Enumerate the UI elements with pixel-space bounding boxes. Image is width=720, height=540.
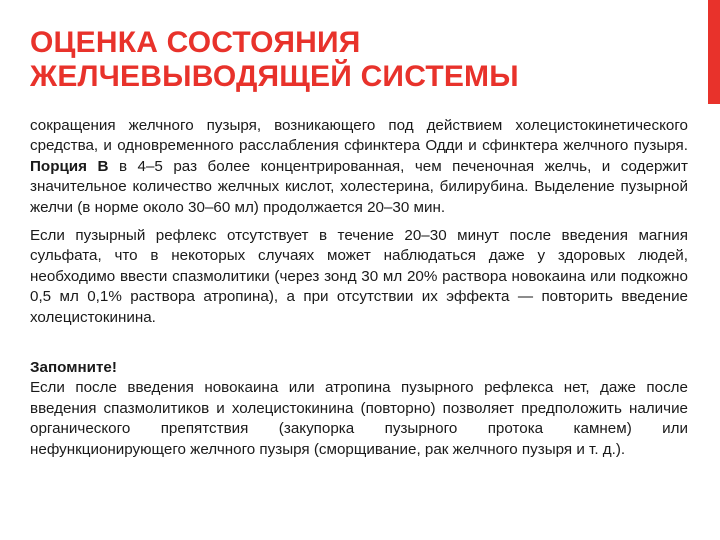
paragraph-portion-b (30, 116, 688, 218)
paragraph-1-text-before: сокращения желчного пузыря, возникающего под действием холецистокинетического средства, и одновременного расслабления сфинктера Одди и сфинктера желчного пузыря. (30, 117, 688, 155)
note-block (30, 358, 688, 460)
slide-title (30, 26, 690, 94)
paragraph-absent-reflex: Если пузырный рефлекс отсутствует в течение 20–30 минут после введения магния сульфата, что в некоторых случаях может наблюдаться даже у здоровых людей, необходимо ввести спазмолитики (через зонд 30 мл 20% раствора новокаина или подкожно 0,5 мл 0,1% раствора атропина), а при отсутствии их эффекта — повторить введение холецистокинина. (30, 227, 688, 326)
slide-title-line-2: ЖЕЛЧЕВЫВОДЯЩЕЙ СИСТЕМЫ (30, 60, 519, 93)
paragraph-1-text-after: в 4–5 раз более концентрированная, чем печеночная желчь, и содержит значительное количество желчных кислот, холестерина, билирубина. Выделение пузырной желчи (в норме около 30–60 мл) продолжается 20–30 мин. (30, 157, 688, 216)
accent-bar (708, 0, 720, 104)
slide-title-line-1: ОЦЕНКА СОСТОЯНИЯ (30, 26, 361, 59)
slide-body (30, 116, 688, 460)
note-heading: Запомните! (30, 359, 117, 377)
note-text: Если после введения новокаина или атропина пузырного рефлекса нет, даже после введения спазмолитиков и холецистокинина (повторно) позволяет предположить наличие органического препятствия (закупорка пузырного протока камнем) или нефункционирующего желчного пузыря (сморщивание, рак желчного пузыря и т. д.). (30, 379, 688, 458)
portion-b-label: Порция В (30, 157, 109, 175)
